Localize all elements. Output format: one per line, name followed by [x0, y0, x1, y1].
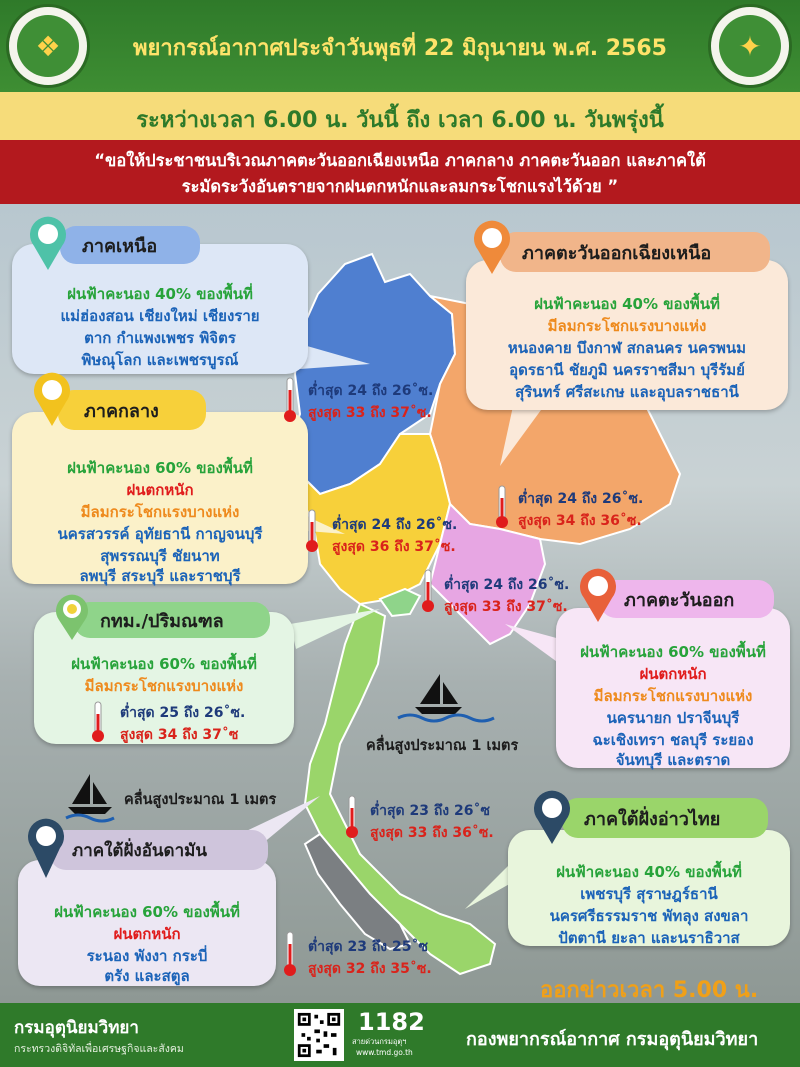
bangkok-tab: กทม./ปริมณฑล [74, 602, 270, 638]
bangkok-thermometer-icon [90, 700, 106, 744]
south-andaman-temp-high: สูงสุด 32 ถึง 35˚ซ. [308, 961, 432, 977]
central-temp-high: สูงสุด 36 ถึง 37˚ซ. [332, 539, 456, 555]
south-andaman-rain-chance: ฝนฟ้าคะนอง 60% ของพื้นที่ [54, 903, 240, 921]
east-thermometer-icon [420, 568, 436, 614]
northeast-provinces-3: สุรินทร์ ศรีสะเกษ และอุบลราชธานี [515, 383, 739, 401]
north-tab: ภาคเหนือ [60, 226, 200, 264]
east-tab: ภาคตะวันออก [600, 580, 774, 618]
east-card-pointer [505, 624, 560, 664]
warning-line-2: ระมัดระวังอันตรายจากฝนตกหนักและลมกระโชกแรงไว้ด้วย ” [181, 177, 619, 196]
central-thermometer-icon [304, 508, 320, 554]
north-thermometer-icon [282, 376, 298, 424]
south-andaman-temp-low: ต่ำสุด 23 ถึง 25˚ซ [308, 939, 428, 955]
tmd-logo: ✦ [708, 4, 792, 88]
south-gulf-card [508, 830, 790, 946]
south-gulf-thermometer-icon [344, 794, 360, 840]
central-pin-icon [32, 370, 72, 428]
east-temp-low: ต่ำสุด 24 ถึง 26˚ซ. [444, 577, 570, 593]
central-wind: มีลมกระโชกแรงบางแห่ง [80, 503, 240, 521]
central-heavy-rain: ฝนตกหนัก [126, 481, 194, 499]
qr-code-icon[interactable] [294, 1009, 344, 1061]
bangkok-rain-chance: ฝนฟ้าคะนอง 60% ของพื้นที่ [71, 655, 257, 673]
northeast-temperature [518, 488, 643, 532]
website-link[interactable]: www.tmd.go.th [356, 1048, 413, 1057]
south-gulf-temperature [370, 800, 494, 844]
bangkok-temp-high: สูงสุด 34 ถึง 37˚ซ [120, 727, 239, 743]
north-provinces-1: แม่ฮ่องสอน เชียงใหม่ เชียงราย [60, 307, 260, 325]
boat-andaman-icon [66, 774, 114, 821]
page-title: พยากรณ์อากาศประจำวันพุธที่ 22 มิถุนายน พ.ศ. 2565 [133, 36, 667, 61]
south-gulf-temp-low: ต่ำสุด 23 ถึง 26˚ซ [370, 803, 490, 819]
east-temperature [444, 574, 569, 618]
central-provinces-3: ลพบุรี สระบุรี และราชบุรี [79, 567, 241, 585]
south-andaman-tab: ภาคใต้ฝั่งอันดามัน [50, 830, 268, 870]
south-andaman-thermometer-icon [282, 930, 298, 978]
hotline-label: สายด่วนกรมอุตุฯ [352, 1037, 407, 1046]
central-temperature [332, 514, 457, 558]
south-gulf-provinces-2: นครศรีธรรมราช พัทลุง สงขลา [549, 907, 749, 925]
forecast-period: ระหว่างเวลา 6.00 น. วันนี้ ถึง เวลา 6.00 น. วันพรุ่งนี้ [136, 108, 664, 133]
northeast-thermometer-icon [494, 484, 510, 530]
south-andaman-provinces-2: ตรัง และสตูล [104, 967, 190, 985]
north-temp-high: สูงสุด 33 ถึง 37˚ซ. [308, 405, 432, 421]
south-gulf-pin-icon [532, 788, 572, 846]
south-andaman-provinces-1: ระนอง พังงา กระบี่ [86, 947, 208, 965]
south-gulf-provinces-3: ปัตตานี ยะลา และนราธิวาส [558, 929, 740, 947]
north-rain-chance: ฝนฟ้าคะนอง 40% ของพื้นที่ [67, 285, 253, 303]
central-provinces-2: สุพรรณบุรี ชัยนาท [100, 547, 220, 565]
south-gulf-rain-chance: ฝนฟ้าคะนอง 40% ของพื้นที่ [556, 863, 742, 881]
northeast-temp-low: ต่ำสุด 24 ถึง 26˚ซ. [518, 491, 644, 507]
gulf-wave-height: คลื่นสูงประมาณ 1 เมตร [366, 738, 519, 754]
northeast-provinces-1: หนองคาย บึงกาฬ สกลนคร นครพนม [507, 339, 747, 357]
south-gulf-provinces-1: เพชรบุรี สุราษฎร์ธานี [580, 885, 718, 903]
central-rain-chance: ฝนฟ้าคะนอง 60% ของพื้นที่ [67, 459, 253, 477]
northeast-pin-icon [472, 218, 512, 276]
central-tab: ภาคกลาง [58, 390, 206, 430]
central-card [12, 412, 308, 584]
map-region-south-gulf [305, 604, 495, 974]
east-pin-icon [578, 566, 618, 624]
northeast-card [466, 260, 788, 410]
east-temp-high: สูงสุด 33 ถึง 37˚ซ. [444, 599, 568, 615]
bangkok-wind: มีลมกระโชกแรงบางแห่ง [84, 677, 244, 695]
bangkok-pin-icon [54, 592, 90, 642]
south-gulf-temp-high: สูงสุด 33 ถึง 36˚ซ. [370, 825, 494, 841]
bangkok-temp-low: ต่ำสุด 25 ถึง 26˚ซ. [120, 705, 246, 721]
east-provinces-2: ฉะเชิงเทรา ชลบุรี ระยอง [592, 731, 754, 749]
north-pin-icon [28, 214, 68, 272]
hotline-number: 1182 [358, 1008, 425, 1036]
east-wind: มีลมกระโชกแรงบางแห่ง [593, 687, 753, 705]
andaman-wave-height: คลื่นสูงประมาณ 1 เมตร [124, 792, 277, 808]
east-heavy-rain: ฝนตกหนัก [639, 665, 707, 683]
bangkok-temperature [120, 702, 245, 746]
east-provinces-1: นครนายก ปราจีนบุรี [606, 709, 740, 727]
northeast-provinces-2: อุดรธานี ชัยภูมิ นครราชสีมา บุรีรัมย์ [509, 361, 745, 379]
north-provinces-3: พิษณุโลก และเพชรบูรณ์ [81, 351, 239, 369]
warning-line-1: “ขอให้ประชาชนบริเวณภาคตะวันออกเฉียงเหนือ ภาคกลาง ภาคตะวันออก และภาคใต้ [94, 151, 706, 170]
north-temperature [308, 380, 433, 424]
north-provinces-2: ตาก กำแพงเพชร พิจิตร [84, 329, 236, 347]
northeast-wind: มีลมกระโชกแรงบางแห่ง [547, 317, 707, 335]
central-temp-low: ต่ำสุด 24 ถึง 26˚ซ. [332, 517, 458, 533]
east-rain-chance: ฝนฟ้าคะนอง 60% ของพื้นที่ [580, 643, 766, 661]
south-andaman-heavy-rain: ฝนตกหนัก [113, 925, 181, 943]
footer-division-name: กองพยากรณ์อากาศ กรมอุตุนิยมวิทยา [466, 1029, 759, 1050]
ministry-logo: ❖ [6, 4, 90, 88]
central-provinces-1: นครสวรรค์ อุทัยธานี กาญจนบุรี [57, 525, 263, 543]
east-card [556, 608, 790, 768]
footer-org-name: กรมอุตุนิยมวิทยา [14, 1018, 139, 1038]
northeast-rain-chance: ฝนฟ้าคะนอง 40% ของพื้นที่ [534, 295, 720, 313]
northeast-temp-high: สูงสุด 34 ถึง 36˚ซ. [518, 513, 642, 529]
south-gulf-tab: ภาคใต้ฝั่งอ่าวไทย [562, 798, 768, 838]
northeast-tab: ภาคตะวันออกเฉียงเหนือ [500, 232, 770, 272]
boat-gulf-icon [398, 674, 494, 721]
footer-ministry-name: กระทรวงดิจิทัลเพื่อเศรษฐกิจและสังคม [14, 1043, 184, 1055]
issue-time: ออกข่าวเวลา 5.00 น. [540, 978, 759, 1003]
south-andaman-temperature [308, 936, 432, 980]
south-andaman-pin-icon [26, 816, 66, 880]
east-provinces-3: จันทบุรี และตราด [615, 751, 731, 769]
north-temp-low: ต่ำสุด 24 ถึง 26˚ซ. [308, 383, 434, 399]
